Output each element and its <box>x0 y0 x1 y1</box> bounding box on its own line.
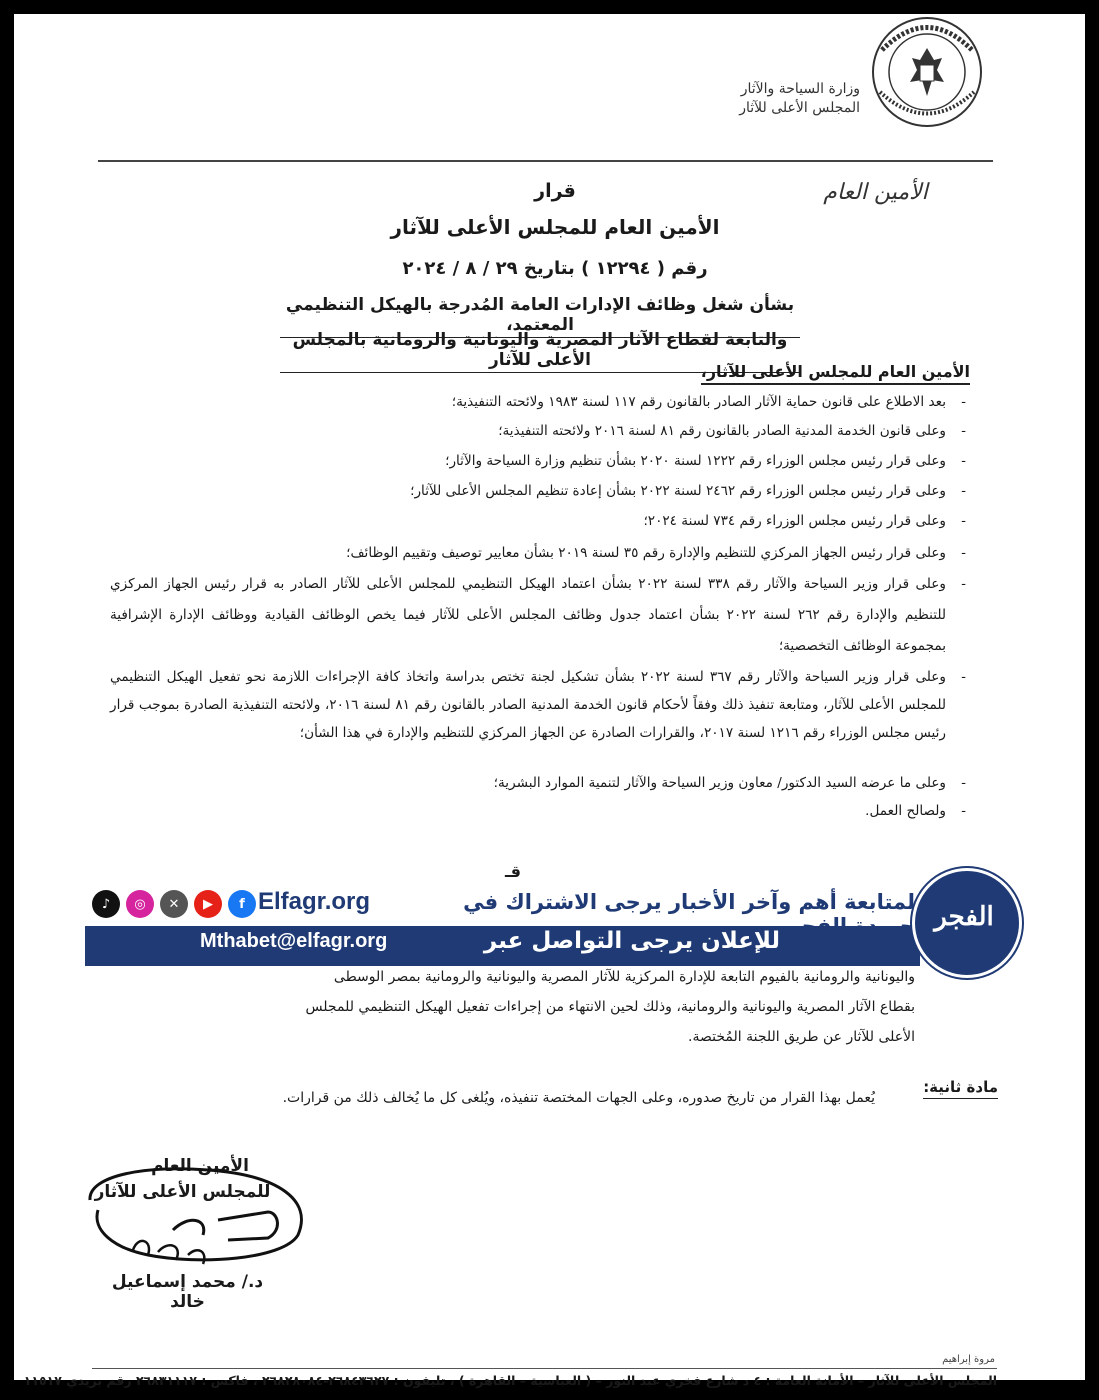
handwritten-signature-icon <box>78 1160 318 1270</box>
signatory-name: د./ محمد إسماعيل خالد <box>111 1272 264 1312</box>
list-item: - وعلى قرار رئيس مجلس الوزراء رقم ١٢٢٢ لسنة ٢٠٢٠ بشأن تنظيم وزارة السياحة والآثار؛ <box>110 447 970 477</box>
list-item: - وعلى قرار رئيس مجلس الوزراء رقم ٢٤٦٢ لسنة ٢٠٢٢ بشأن إعادة تنظيم المجلس الأعلى للآثار؛ <box>110 477 970 507</box>
list-item: - وعلى قرار رئيس الجهاز المركزي للتنظيم والإدارة رقم ٣٥ لسنة ٢٠١٩ بشأن معايير توصيف وتقييم الوظائف؛ <box>110 539 970 569</box>
ministry-header <box>700 80 860 118</box>
footer-divider <box>92 1368 997 1369</box>
list-item: - وعلى قانون الخدمة المدنية الصادر بالقانون رقم ٨١ لسنة ٢٠١٦ ولائحته التنفيذية؛ <box>110 417 970 447</box>
social-icons[interactable] <box>92 890 256 920</box>
article-two-text: يُعمل بهذا القرار من تاريخ صدوره، وعلى الجهات المختصة تنفيذه، ويُلغى كل ما يُخالف ذلك من قرارات. <box>282 1090 875 1106</box>
elfagr-logo-text: الفجر <box>934 902 994 932</box>
secretary-general-handwritten: الأمين العام <box>823 180 928 205</box>
follow-text: لمتابعة أهم وآخر الأخبار يرجى الاشتراك في <box>463 890 915 914</box>
ads-text: للإعلان يرجى التواصل عبر <box>483 928 780 954</box>
list-item: - وعلى ما عرضه السيد الدكتور/ معاون وزير السياحة والآثار لتنمية الموارد البشرية؛ <box>110 769 970 797</box>
subject-line-1: بشأن شغل وظائف الإدارات العامة المُدرجة بالهيكل التنظيمي المعتمد، <box>280 295 800 338</box>
issuer-title: الأمين العام للمجلس الأعلى للآثار <box>390 215 720 239</box>
frame-left <box>0 0 14 1400</box>
frame-right <box>1085 0 1099 1400</box>
header-divider <box>98 160 993 162</box>
article-one-text <box>100 962 915 1052</box>
typist-note: مروة إبراهيم <box>942 1354 995 1365</box>
footer-address: المجلس الأعلى للآثار – الأمانة العامة : ٤ د شارع فخري عبد النور – ( العباسية – القاهرة ) ، تليفون : ٢٦٨٤٣٦٢٧-٢٦٨٢٨٠٨٤ ، فاكس : ٢٦٨٣١١١٧ رقم بريدي ١١٥١٧ <box>23 1373 997 1388</box>
recitals-list <box>110 388 970 825</box>
list-item: - وعلى قرار رئيس مجلس الوزراء رقم ٧٣٤ لسنة ٢٠٢٤؛ <box>110 507 970 539</box>
decides-heading-partial: قـ <box>505 862 521 881</box>
signatory-council: للمجلس الأعلى للآثار <box>94 1182 271 1202</box>
ministry-name: وزارة السياحة والآثار <box>740 81 860 97</box>
list-item: - بعد الاطلاع على قانون حماية الآثار الصادر بالقانون رقم ١١٧ لسنة ١٩٨٣ ولائحته التنفيذية؛ <box>110 388 970 417</box>
list-item: - ولصالح العمل. <box>110 797 970 825</box>
article-one-line: واليونانية والرومانية بالفيوم التابعة للإدارة المركزية للآثار المصرية واليونانية والرومانية بمصر الوسطى <box>333 969 915 985</box>
decision-number-date: رقم ( ١٢٢٩٤ ) بتاريخ ٢٩ / ٨ / ٢٠٢٤ <box>402 258 708 279</box>
facebook-icon[interactable]: f <box>228 890 256 918</box>
x-icon[interactable]: ✕ <box>160 890 188 918</box>
preamble: الأمين العام للمجلس الأعلى للآثار، <box>700 362 970 385</box>
council-name: المجلس الأعلى للآثار <box>739 100 860 116</box>
youtube-icon[interactable]: ▶ <box>194 890 222 918</box>
tiktok-icon[interactable]: ♪ <box>92 890 120 918</box>
list-item: - وعلى قرار وزير السياحة والآثار رقم ٣٣٨ لسنة ٢٠٢٢ بشأن اعتماد الهيكل التنظيمي للمجلس الأعلى للآثار الصادر به قرار رئيس الجهاز المركزي للتنظيم والإدارة رقم ٢٦٢ لسنة ٢٠٢٢ بشأن اعتماد جدول وظائف المجلس الأعلى للآثار فيما يخص الوظائف القيادية ووظائف الإدارة الإشرافية بمجموعة الوظائف التخصصية؛ <box>110 569 970 663</box>
subject-line-2: والتابعة لقطاع الآثار المصرية واليونانية والرومانية بالمجلس الأعلى للآثار <box>280 330 800 373</box>
article-one-line: بقطاع الآثار المصرية واليونانية والرومانية، وذلك لحين الانتهاء من إجراءات تفعيل الهيكل التنظيمي للمجلس <box>305 999 915 1015</box>
ads-email-link[interactable]: Mthabet@elfagr.org <box>200 930 388 952</box>
decision-label: قرار <box>534 180 576 202</box>
article-one-line: الأعلى للآثار عن طريق اللجنة المُختصة. <box>688 1029 915 1045</box>
instagram-icon[interactable]: ◎ <box>126 890 154 918</box>
site-link[interactable]: Elfagr.org <box>258 888 371 915</box>
signatory-title: الأمين العام <box>151 1156 249 1176</box>
ministry-seal-icon <box>862 10 992 130</box>
article-two-label: مادة ثانية: <box>880 1078 998 1099</box>
list-item: - وعلى قرار وزير السياحة والآثار رقم ٣٦٧ لسنة ٢٠٢٢ بشأن تشكيل لجنة تختص بدراسة واتخاذ كافة الإجراءات اللازمة نحو تفعيل الهيكل التنظيمي للمجلس الأعلى للآثار، ومتابعة تنفيذ ذلك وفقاً لأحكام قانون الخدمة المدنية الصادر بالقانون رقم ٨١ لسنة ٢٠١٦، ولائحته التنفيذية الصادرة بموجب قرار رئيس مجلس الوزراء رقم ١٢١٦ لسنة ٢٠١٧، والقرارات الصادرة عن الجهاز المركزي للتنظيم والإدارة في هذا الشأن؛ <box>110 663 970 769</box>
